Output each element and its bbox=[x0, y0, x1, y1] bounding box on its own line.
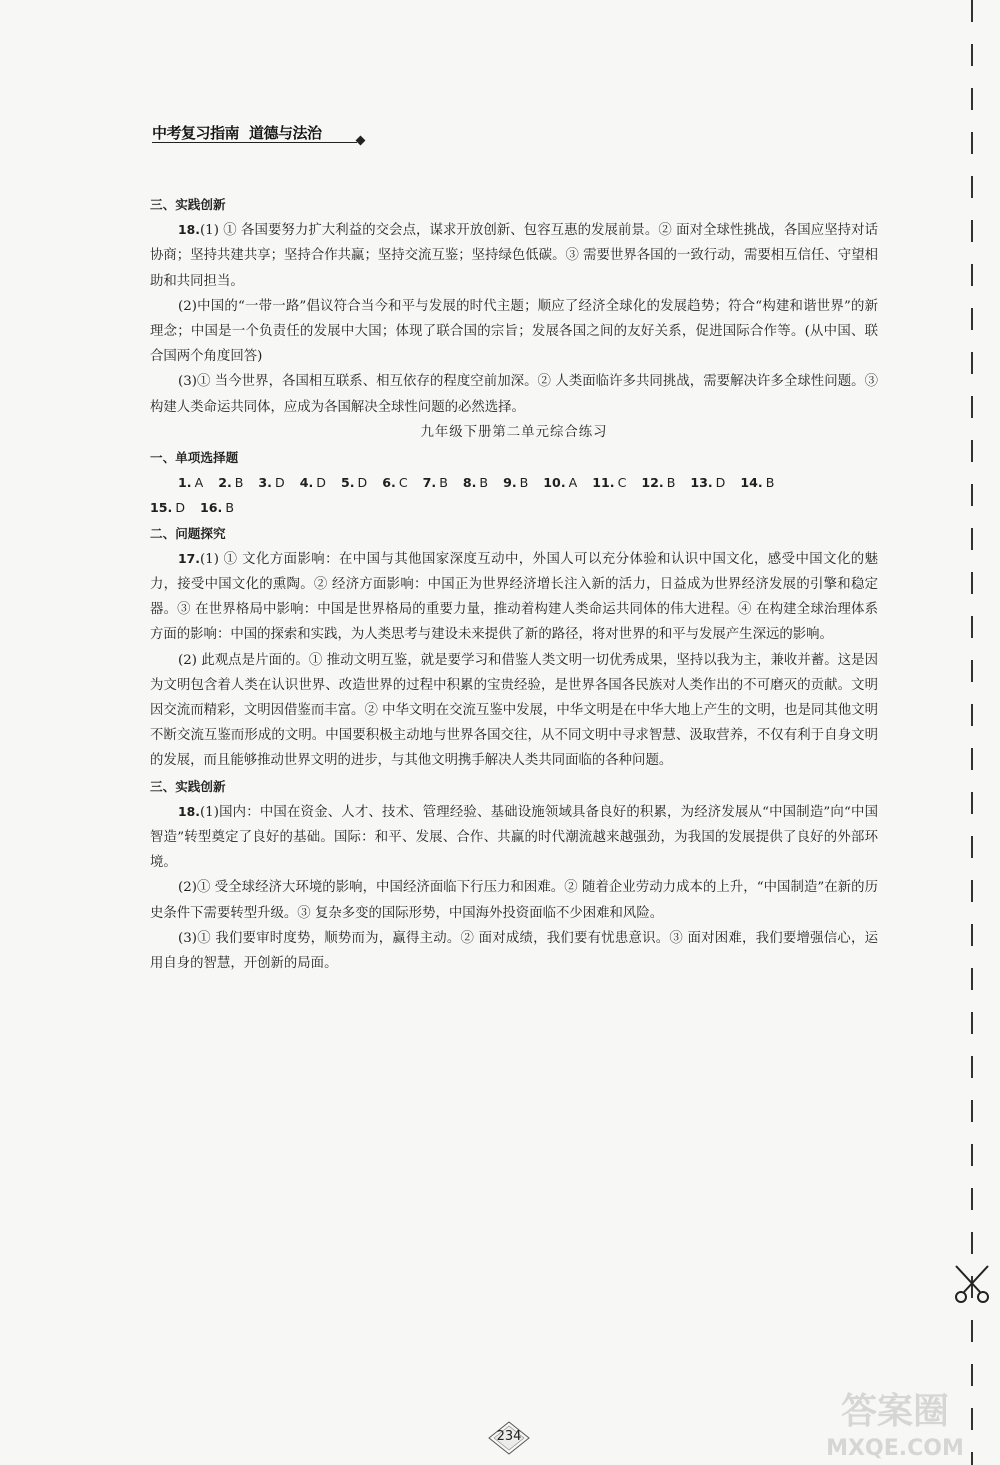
page-number: 234 bbox=[496, 1429, 522, 1444]
question-number: 18. bbox=[178, 803, 200, 819]
section-heading-practice: 三、实践创新 bbox=[150, 197, 226, 212]
answer-item: 12. B bbox=[641, 475, 676, 491]
answer-paragraph: (2)中国的“一带一路”倡议符合当今和平与发展的时代主题；顺应了经济全球化的发展趋势；符合“构建和谐世界”的新理念；中国是一个负责任的发展中大国；体现了联合国的宗旨；发展各国之间的友好关系，促进国际合作等。(从中国、联合国两个角度回答) bbox=[150, 298, 878, 365]
answer-paragraph: (3)① 我们要审时度势，顺势而为，赢得主动。② 面对成绩，我们要有忧患意识。③ 面对困难，我们要增强信心，运用自身的智慧，开创新的局面。 bbox=[150, 930, 878, 972]
answer-item: 2. B bbox=[218, 475, 244, 491]
subject-title: 道德与法治 bbox=[249, 124, 322, 142]
answer-paragraph: 17.(1) ① 文化方面影响：在中国与其他国家深度互动中，外国人可以充分体验和认识中国文化，感受中国文化的魅力，接受中国文化的熏陶。② 经济方面影响：中国正为世界经济增长注入新的活力，日益成为世界经济发展的引擎和稳定器。③ 在世界格局中影响：中国是世界格局的重要力量，推动着构建人类命运共同体的伟大进程。④ 在构建全球治理体系方面的影响：中国的探索和实践，为人类思考与建设未来提供了新的路径，将对世界的和平与发展产生深远的影响。 bbox=[150, 550, 878, 643]
choice-answers-row bbox=[150, 470, 878, 495]
svg-text:MXQE.COM: MXQE.COM bbox=[826, 1436, 964, 1460]
answer-item: 5. D bbox=[340, 475, 368, 491]
answer-paragraph: (2)① 受全球经济大环境的影响，中国经济面临下行压力和困难。② 随着企业劳动力成本的上升，“中国制造”在新的历史条件下需要转型升级。③ 复杂多变的国际形势，中国海外投资面临不少困难和风险。 bbox=[150, 880, 878, 921]
section-heading-explore: 二、问题探究 bbox=[150, 525, 226, 541]
question-number: 18. bbox=[178, 222, 200, 238]
svg-text:答案圈: 答案圈 bbox=[840, 1391, 950, 1432]
answer-item: 13. D bbox=[690, 475, 726, 491]
answer-paragraph: 18.(1) ① 各国要努力扩大利益的交会点，谋求开放创新、包容互惠的发展前景。② 面对全球性挑战，各国应坚持对话协商；坚持共建共享；坚持合作共赢；坚持交流互鉴；坚持绿色低碳。③ 需要世界各国的一致行动，需要相互信任、守望相助和共同担当。 bbox=[150, 222, 878, 289]
section-heading-choice: 一、单项选择题 bbox=[150, 450, 239, 466]
answer-item: 4. D bbox=[299, 475, 326, 491]
unit-title: 九年级下册第二单元综合练习 bbox=[420, 424, 608, 440]
watermark-logo bbox=[800, 1385, 990, 1460]
answer-paragraph: (2) 此观点是片面的。① 推动文明互鉴，就是要学习和借鉴人类文明一切优秀成果，坚持以我为主，兼收并蓄。这是因为文明包含着人类在认识世界、改造世界的过程中积累的宝贵经验，是世界各国各民族对人类作出的不可磨灭的贡献。文明因交流而精彩，文明因借鉴而丰富。② 中华文明在交流互鉴中发展，中华文明是在中华大地上产生的文明，也是同其他文明不断交流互鉴而形成的文明。中国要积极主动地与世界各国交往，从不同文明中寻求智慧、汲取营养，不仅有利于自身文明的发展，而且能够推动世界文明的进步，与其他文明携手解决人类共同面临的各种问题。 bbox=[150, 652, 878, 769]
running-header bbox=[152, 122, 364, 148]
section-heading-practice: 三、实践创新 bbox=[150, 778, 226, 794]
book-title: 中考复习指南 bbox=[152, 124, 240, 142]
scissors-icon bbox=[950, 1262, 994, 1306]
answer-item: 9. B bbox=[503, 475, 529, 491]
question-number: 17. bbox=[178, 550, 200, 566]
answer-item: 3. D bbox=[258, 475, 285, 491]
answer-item: 1. A bbox=[178, 475, 204, 491]
page-number-badge bbox=[488, 1421, 530, 1455]
answer-item: 16. B bbox=[200, 500, 234, 516]
answer-paragraph: (3)① 当今世界，各国相互联系、相互依存的程度空前加深。② 人类面临许多共同挑战，需要解决许多全球性问题。③ 构建人类命运共同体，应成为各国解决全球性问题的必然选择。 bbox=[150, 374, 878, 415]
answer-item: 10. A bbox=[543, 475, 578, 491]
answer-paragraph: 18.(1)国内：中国在资金、人才、技术、管理经验、基础设施领域具备良好的积累，为经济发展从“中国制造”向“中国智造”转型奠定了良好的基础。国际：和平、发展、合作、共赢的时代潮流越来越强劲，为我国的发展提供了良好的外部环境。 bbox=[150, 803, 878, 871]
answer-item: 8. B bbox=[462, 475, 489, 491]
answer-item: 14. B bbox=[740, 475, 775, 491]
answer-item: 6. C bbox=[382, 475, 408, 491]
header-rule bbox=[152, 142, 357, 143]
answer-item: 11. C bbox=[592, 475, 627, 491]
answer-content bbox=[150, 192, 878, 976]
answer-item: 7. B bbox=[422, 475, 448, 491]
cut-guide-line bbox=[971, 0, 973, 1465]
answer-item: 15. D bbox=[150, 500, 186, 516]
choice-answers-row bbox=[150, 495, 878, 520]
